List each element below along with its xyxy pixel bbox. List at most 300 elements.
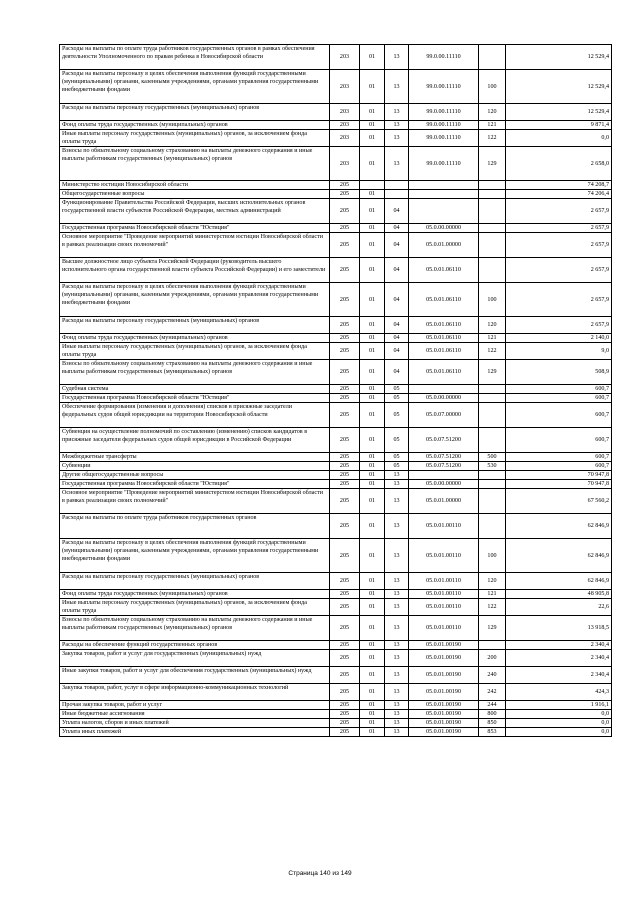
table-row <box>60 480 612 489</box>
ministry-code-cell: 205 <box>330 599 360 616</box>
ministry-code-cell: 205 <box>330 719 360 728</box>
table-row <box>60 667 612 684</box>
expense-name-cell: Прочая закупка товаров, работ и услуг <box>60 701 330 710</box>
ministry-code-cell: 205 <box>330 453 360 462</box>
subsection-code-cell: 13 <box>385 147 409 181</box>
target-article-code-cell: 05.0.00.00000 <box>409 224 479 233</box>
section-code-cell: 01 <box>360 710 385 719</box>
expense-type-code-cell: 122 <box>479 130 506 147</box>
expense-type-code-cell <box>479 45 506 70</box>
target-article-code-cell: 05.0.01.00110 <box>409 573 479 590</box>
expense-name-cell: Основное мероприятие "Проведение мероприятий министерством юстиции Новосибирской области в рамках реализации своих полномочий" <box>60 489 330 514</box>
section-code-cell: 01 <box>360 233 385 258</box>
amount-cell: 600,7 <box>506 403 612 428</box>
section-code-cell: 01 <box>360 641 385 650</box>
expense-name-cell: Основное мероприятие "Проведение мероприятий министерством юстиции Новосибирской области в рамках реализации своих полномочий" <box>60 233 330 258</box>
table-row <box>60 684 612 701</box>
target-article-code-cell: 05.0.01.00190 <box>409 719 479 728</box>
expense-name-cell: Иные закупки товаров, работ и услуг для обеспечения государственных (муниципальных) нужд <box>60 667 330 684</box>
table-row <box>60 45 612 70</box>
target-article-code-cell: 99.0.00.11110 <box>409 130 479 147</box>
expense-type-code-cell: 200 <box>479 650 506 667</box>
subsection-code-cell: 13 <box>385 514 409 539</box>
table-row <box>60 121 612 130</box>
section-code-cell: 01 <box>360 343 385 360</box>
target-article-code-cell: 05.0.00.00000 <box>409 394 479 403</box>
ministry-code-cell: 205 <box>330 539 360 573</box>
target-article-code-cell <box>409 181 479 190</box>
amount-cell: 0,0 <box>506 130 612 147</box>
amount-cell: 2 658,0 <box>506 147 612 181</box>
expense-name-cell: Расходы на выплаты по оплате труда работников государственных органов в рамках обеспечения деятельности Уполномоченного по правам ребенка в Новосибирской области <box>60 45 330 70</box>
section-code-cell: 01 <box>360 403 385 428</box>
subsection-code-cell: 13 <box>385 590 409 599</box>
expense-type-code-cell <box>479 394 506 403</box>
expense-type-code-cell <box>479 385 506 394</box>
section-code-cell: 01 <box>360 190 385 199</box>
table-row <box>60 471 612 480</box>
subsection-code-cell: 13 <box>385 489 409 514</box>
table-row <box>60 453 612 462</box>
section-code-cell: 01 <box>360 453 385 462</box>
expense-type-code-cell: 242 <box>479 684 506 701</box>
table-row <box>60 462 612 471</box>
ministry-code-cell: 205 <box>330 590 360 599</box>
expense-name-cell: Расходы на выплаты персоналу в целях обеспечения выполнения функций государственными (муниципальными) органами, казенными учреждениями, органами управления государственными внебюджетными фондами <box>60 70 330 104</box>
expense-name-cell: Государственная программа Новосибирской области "Юстиция" <box>60 394 330 403</box>
section-code-cell: 01 <box>360 394 385 403</box>
table-row <box>60 489 612 514</box>
table-row <box>60 403 612 428</box>
amount-cell: 13 918,5 <box>506 616 612 641</box>
expense-type-code-cell <box>479 480 506 489</box>
ministry-code-cell: 205 <box>330 360 360 385</box>
amount-cell: 62 846,9 <box>506 539 612 573</box>
expense-name-cell: Взносы по обязательному социальному страхованию на выплаты денежного содержания и иные выплаты работникам государственных (муниципальных) органов <box>60 360 330 385</box>
expense-name-cell: Взносы по обязательному социальному страхованию на выплаты денежного содержания и иные выплаты работникам государственных (муниципальных) органов <box>60 147 330 181</box>
subsection-code-cell: 13 <box>385 719 409 728</box>
table-row <box>60 224 612 233</box>
ministry-code-cell: 205 <box>330 258 360 283</box>
expense-type-code-cell: 121 <box>479 334 506 343</box>
table-row <box>60 258 612 283</box>
target-article-code-cell: 05.0.07.51200 <box>409 462 479 471</box>
subsection-code-cell: 13 <box>385 710 409 719</box>
target-article-code-cell: 05.0.01.00190 <box>409 667 479 684</box>
target-article-code-cell: 05.0.01.00110 <box>409 539 479 573</box>
expense-name-cell: Межбюджетные трансферты <box>60 453 330 462</box>
subsection-code-cell: 13 <box>385 616 409 641</box>
subsection-code-cell: 05 <box>385 385 409 394</box>
target-article-code-cell: 05.0.01.00190 <box>409 684 479 701</box>
expense-type-code-cell: 500 <box>479 453 506 462</box>
target-article-code-cell <box>409 471 479 480</box>
expense-name-cell: Закупка товаров, работ, услуг в сфере информационно-коммуникационных технологий <box>60 684 330 701</box>
subsection-code-cell <box>385 190 409 199</box>
table-row <box>60 573 612 590</box>
amount-cell: 74 206,4 <box>506 190 612 199</box>
ministry-code-cell: 205 <box>330 480 360 489</box>
ministry-code-cell: 203 <box>330 130 360 147</box>
table-row <box>60 199 612 224</box>
expense-name-cell: Обеспечение формирования (изменения и дополнения) списков в присяжные заседатели федеральных судов общей юрисдикции на территории Новосибирской области <box>60 403 330 428</box>
amount-cell: 2 657,9 <box>506 283 612 317</box>
target-article-code-cell: 05.0.01.06110 <box>409 334 479 343</box>
subsection-code-cell: 13 <box>385 728 409 737</box>
subsection-code-cell: 13 <box>385 650 409 667</box>
ministry-code-cell: 205 <box>330 573 360 590</box>
section-code-cell: 01 <box>360 489 385 514</box>
section-code-cell: 01 <box>360 317 385 334</box>
amount-cell: 74 208,7 <box>506 181 612 190</box>
expense-name-cell: Взносы по обязательному социальному страхованию на выплаты денежного содержания и иные выплаты работникам государственных (муниципальных) органов <box>60 616 330 641</box>
target-article-code-cell: 05.0.01.00190 <box>409 710 479 719</box>
subsection-code-cell: 04 <box>385 317 409 334</box>
ministry-code-cell: 205 <box>330 684 360 701</box>
subsection-code-cell: 13 <box>385 701 409 710</box>
expense-name-cell: Министерство юстиции Новосибирской области <box>60 181 330 190</box>
amount-cell: 48 905,8 <box>506 590 612 599</box>
expense-type-code-cell: 244 <box>479 701 506 710</box>
section-code-cell: 01 <box>360 258 385 283</box>
amount-cell: 1 916,1 <box>506 701 612 710</box>
expense-type-code-cell <box>479 514 506 539</box>
amount-cell: 70 947,8 <box>506 471 612 480</box>
table-row <box>60 599 612 616</box>
subsection-code-cell: 05 <box>385 428 409 453</box>
amount-cell: 2 657,9 <box>506 233 612 258</box>
table-row <box>60 616 612 641</box>
ministry-code-cell: 205 <box>330 641 360 650</box>
table-row <box>60 539 612 573</box>
amount-cell: 600,7 <box>506 453 612 462</box>
section-code-cell: 01 <box>360 590 385 599</box>
amount-cell: 600,7 <box>506 462 612 471</box>
target-article-code-cell <box>409 190 479 199</box>
ministry-code-cell: 205 <box>330 514 360 539</box>
expense-type-code-cell: 121 <box>479 121 506 130</box>
expense-type-code-cell: 800 <box>479 710 506 719</box>
table-row <box>60 710 612 719</box>
ministry-code-cell: 205 <box>330 701 360 710</box>
ministry-code-cell: 205 <box>330 403 360 428</box>
target-article-code-cell: 05.0.01.00110 <box>409 616 479 641</box>
expense-name-cell: Уплата иных платежей <box>60 728 330 737</box>
subsection-code-cell: 13 <box>385 471 409 480</box>
amount-cell: 22,6 <box>506 599 612 616</box>
expense-type-code-cell <box>479 428 506 453</box>
subsection-code-cell: 13 <box>385 121 409 130</box>
expense-type-code-cell: 853 <box>479 728 506 737</box>
expense-name-cell: Уплата налогов, сборов и иных платежей <box>60 719 330 728</box>
section-code-cell: 01 <box>360 667 385 684</box>
ministry-code-cell: 203 <box>330 104 360 121</box>
subsection-code-cell: 13 <box>385 539 409 573</box>
amount-cell: 2 657,9 <box>506 224 612 233</box>
table-body <box>60 45 612 737</box>
expense-type-code-cell: 120 <box>479 573 506 590</box>
table-row <box>60 317 612 334</box>
ministry-code-cell: 205 <box>330 489 360 514</box>
target-article-code-cell: 99.0.00.11110 <box>409 121 479 130</box>
expense-type-code-cell <box>479 233 506 258</box>
amount-cell: 2 340,4 <box>506 641 612 650</box>
ministry-code-cell: 203 <box>330 147 360 181</box>
expense-name-cell: Субвенции <box>60 462 330 471</box>
amount-cell: 12 529,4 <box>506 70 612 104</box>
ministry-code-cell: 203 <box>330 70 360 104</box>
ministry-code-cell: 205 <box>330 233 360 258</box>
section-code-cell: 01 <box>360 701 385 710</box>
target-article-code-cell: 99.0.00.11110 <box>409 45 479 70</box>
ministry-code-cell: 205 <box>330 181 360 190</box>
expense-name-cell: Фонд оплаты труда государственных (муниципальных) органов <box>60 590 330 599</box>
expense-type-code-cell: 120 <box>479 104 506 121</box>
table-row <box>60 701 612 710</box>
section-code-cell: 01 <box>360 121 385 130</box>
ministry-code-cell: 205 <box>330 728 360 737</box>
ministry-code-cell: 205 <box>330 224 360 233</box>
section-code-cell: 01 <box>360 199 385 224</box>
subsection-code-cell: 05 <box>385 453 409 462</box>
ministry-code-cell: 205 <box>330 667 360 684</box>
expense-name-cell: Иные выплаты персоналу государственных (муниципальных) органов, за исключением фонда оплаты труда <box>60 343 330 360</box>
ministry-code-cell: 205 <box>330 334 360 343</box>
subsection-code-cell: 05 <box>385 394 409 403</box>
section-code-cell: 01 <box>360 70 385 104</box>
subsection-code-cell: 04 <box>385 343 409 360</box>
target-article-code-cell: 05.0.01.06110 <box>409 283 479 317</box>
table-row <box>60 283 612 317</box>
amount-cell: 0,0 <box>506 719 612 728</box>
table-row <box>60 104 612 121</box>
table-row <box>60 428 612 453</box>
amount-cell: 2 340,4 <box>506 650 612 667</box>
target-article-code-cell: 05.0.01.06110 <box>409 360 479 385</box>
expense-type-code-cell: 120 <box>479 317 506 334</box>
expense-name-cell: Расходы на выплаты персоналу в целях обеспечения выполнения функций государственными (муниципальными) органами, казенными учреждениями, органами управления государственными внебюджетными фондами <box>60 539 330 573</box>
amount-cell: 508,9 <box>506 360 612 385</box>
section-code-cell: 01 <box>360 385 385 394</box>
target-article-code-cell: 05.0.01.00110 <box>409 599 479 616</box>
expense-type-code-cell <box>479 199 506 224</box>
amount-cell: 9 871,4 <box>506 121 612 130</box>
expense-name-cell: Закупка товаров, работ и услуг для государственных (муниципальных) нужд <box>60 650 330 667</box>
target-article-code-cell: 05.0.01.00110 <box>409 590 479 599</box>
ministry-code-cell: 205 <box>330 283 360 317</box>
ministry-code-cell: 205 <box>330 199 360 224</box>
subsection-code-cell: 13 <box>385 599 409 616</box>
budget-table-container <box>59 44 611 737</box>
expense-name-cell: Расходы на выплаты персоналу государственных (муниципальных) органов <box>60 104 330 121</box>
subsection-code-cell: 13 <box>385 480 409 489</box>
target-article-code-cell: 05.0.07.51200 <box>409 453 479 462</box>
target-article-code-cell <box>409 199 479 224</box>
section-code-cell: 01 <box>360 428 385 453</box>
section-code-cell: 01 <box>360 334 385 343</box>
table-row <box>60 360 612 385</box>
section-code-cell: 01 <box>360 104 385 121</box>
table-row <box>60 394 612 403</box>
expense-type-code-cell: 122 <box>479 599 506 616</box>
expense-name-cell: Расходы на выплаты персоналу государственных (муниципальных) органов <box>60 317 330 334</box>
subsection-code-cell: 05 <box>385 462 409 471</box>
section-code-cell: 01 <box>360 514 385 539</box>
expense-name-cell: Государственная программа Новосибирской области "Юстиция" <box>60 224 330 233</box>
subsection-code-cell: 13 <box>385 130 409 147</box>
expense-type-code-cell: 129 <box>479 616 506 641</box>
target-article-code-cell <box>409 385 479 394</box>
table-row <box>60 728 612 737</box>
section-code-cell: 01 <box>360 573 385 590</box>
amount-cell: 2 340,4 <box>506 667 612 684</box>
amount-cell: 2 657,9 <box>506 199 612 224</box>
expense-name-cell: Субвенция на осуществление полномочий по составлению (изменению) списков кандидатов в присяжные заседатели федеральных судов общей юрисдикции в Российской Федерации <box>60 428 330 453</box>
table-row <box>60 181 612 190</box>
subsection-code-cell: 05 <box>385 403 409 428</box>
amount-cell: 424,3 <box>506 684 612 701</box>
table-row <box>60 343 612 360</box>
expense-name-cell: Высшее должностное лицо субъекта Российской Федерации (руководитель высшего исполнительного органа государственной власти субъекта Российской Федерации) и его заместители <box>60 258 330 283</box>
ministry-code-cell: 205 <box>330 650 360 667</box>
expense-name-cell: Судебная система <box>60 385 330 394</box>
section-code-cell: 01 <box>360 462 385 471</box>
table-row <box>60 641 612 650</box>
amount-cell: 62 846,9 <box>506 573 612 590</box>
target-article-code-cell: 05.0.01.00190 <box>409 701 479 710</box>
target-article-code-cell: 05.0.01.00190 <box>409 650 479 667</box>
amount-cell: 62 846,9 <box>506 514 612 539</box>
subsection-code-cell <box>385 181 409 190</box>
target-article-code-cell: 99.0.00.11110 <box>409 70 479 104</box>
target-article-code-cell: 05.0.01.00190 <box>409 728 479 737</box>
table-row <box>60 514 612 539</box>
amount-cell: 70 947,8 <box>506 480 612 489</box>
subsection-code-cell: 13 <box>385 684 409 701</box>
amount-cell: 12 529,4 <box>506 45 612 70</box>
table-row <box>60 650 612 667</box>
ministry-code-cell: 205 <box>330 190 360 199</box>
ministry-code-cell: 205 <box>330 428 360 453</box>
target-article-code-cell: 05.0.07.51200 <box>409 428 479 453</box>
subsection-code-cell: 04 <box>385 258 409 283</box>
expense-type-code-cell <box>479 190 506 199</box>
expense-type-code-cell <box>479 181 506 190</box>
ministry-code-cell: 203 <box>330 45 360 70</box>
section-code-cell: 01 <box>360 224 385 233</box>
expense-type-code-cell: 530 <box>479 462 506 471</box>
table-row <box>60 590 612 599</box>
amount-cell: 600,7 <box>506 394 612 403</box>
expense-type-code-cell <box>479 641 506 650</box>
ministry-code-cell: 205 <box>330 317 360 334</box>
amount-cell: 600,7 <box>506 385 612 394</box>
amount-cell: 12 529,4 <box>506 104 612 121</box>
section-code-cell: 01 <box>360 684 385 701</box>
section-code-cell: 01 <box>360 360 385 385</box>
ministry-code-cell: 205 <box>330 394 360 403</box>
subsection-code-cell: 04 <box>385 360 409 385</box>
table-row <box>60 70 612 104</box>
expense-name-cell: Государственная программа Новосибирской области "Юстиция" <box>60 480 330 489</box>
section-code-cell: 01 <box>360 650 385 667</box>
expense-name-cell: Функционирование Правительства Российской Федерации, высших исполнительных органов государственной власти субъектов Российской Федерации, местных администраций <box>60 199 330 224</box>
ministry-code-cell: 205 <box>330 616 360 641</box>
target-article-code-cell: 99.0.00.11110 <box>409 104 479 121</box>
amount-cell: 67 560,2 <box>506 489 612 514</box>
expense-type-code-cell: 122 <box>479 343 506 360</box>
subsection-code-cell: 04 <box>385 199 409 224</box>
section-code-cell: 01 <box>360 539 385 573</box>
ministry-code-cell: 205 <box>330 471 360 480</box>
ministry-code-cell: 205 <box>330 385 360 394</box>
amount-cell: 9,0 <box>506 343 612 360</box>
subsection-code-cell: 13 <box>385 45 409 70</box>
amount-cell: 2 140,0 <box>506 334 612 343</box>
section-code-cell: 01 <box>360 599 385 616</box>
table-row <box>60 147 612 181</box>
section-code-cell: 01 <box>360 283 385 317</box>
expense-type-code-cell: 100 <box>479 283 506 317</box>
expense-name-cell: Расходы на выплаты персоналу в целях обеспечения выполнения функций государственными (муниципальными) органами, казенными учреждениями, органами управления государственными внебюджетными фондами <box>60 283 330 317</box>
amount-cell: 2 657,9 <box>506 317 612 334</box>
ministry-code-cell: 205 <box>330 710 360 719</box>
section-code-cell: 01 <box>360 130 385 147</box>
ministry-code-cell: 203 <box>330 121 360 130</box>
budget-table <box>59 44 612 737</box>
amount-cell: 0,0 <box>506 728 612 737</box>
section-code-cell: 01 <box>360 147 385 181</box>
expense-name-cell: Расходы на выплаты персоналу государственных (муниципальных) органов <box>60 573 330 590</box>
expense-name-cell: Расходы на выплаты по оплате труда работников государственных органов <box>60 514 330 539</box>
subsection-code-cell: 13 <box>385 70 409 104</box>
amount-cell: 600,7 <box>506 428 612 453</box>
subsection-code-cell: 04 <box>385 224 409 233</box>
expense-type-code-cell: 100 <box>479 539 506 573</box>
section-code-cell: 01 <box>360 45 385 70</box>
section-code-cell: 01 <box>360 719 385 728</box>
expense-name-cell: Иные выплаты персоналу государственных (муниципальных) органов, за исключением фонда оплаты труда <box>60 599 330 616</box>
target-article-code-cell: 99.0.00.11110 <box>409 147 479 181</box>
expense-type-code-cell: 850 <box>479 719 506 728</box>
target-article-code-cell: 05.0.01.00190 <box>409 641 479 650</box>
target-article-code-cell: 05.0.00.00000 <box>409 480 479 489</box>
table-row <box>60 334 612 343</box>
table-row <box>60 385 612 394</box>
expense-type-code-cell <box>479 471 506 480</box>
expense-type-code-cell: 129 <box>479 147 506 181</box>
table-row <box>60 130 612 147</box>
subsection-code-cell: 04 <box>385 283 409 317</box>
expense-type-code-cell: 129 <box>479 360 506 385</box>
target-article-code-cell: 05.0.01.00110 <box>409 514 479 539</box>
expense-name-cell: Иные выплаты персоналу государственных (муниципальных) органов, за исключением фонда оплаты труда <box>60 130 330 147</box>
expense-type-code-cell: 100 <box>479 70 506 104</box>
amount-cell: 2 657,9 <box>506 258 612 283</box>
target-article-code-cell: 05.0.07.00000 <box>409 403 479 428</box>
expense-type-code-cell <box>479 224 506 233</box>
subsection-code-cell: 13 <box>385 641 409 650</box>
section-code-cell: 01 <box>360 616 385 641</box>
ministry-code-cell: 205 <box>330 343 360 360</box>
section-code-cell: 01 <box>360 728 385 737</box>
target-article-code-cell: 05.0.01.06110 <box>409 317 479 334</box>
subsection-code-cell: 13 <box>385 104 409 121</box>
table-row <box>60 190 612 199</box>
expense-type-code-cell: 121 <box>479 590 506 599</box>
expense-name-cell: Иные бюджетные ассигнования <box>60 710 330 719</box>
expense-name-cell: Другие общегосударственные вопросы <box>60 471 330 480</box>
